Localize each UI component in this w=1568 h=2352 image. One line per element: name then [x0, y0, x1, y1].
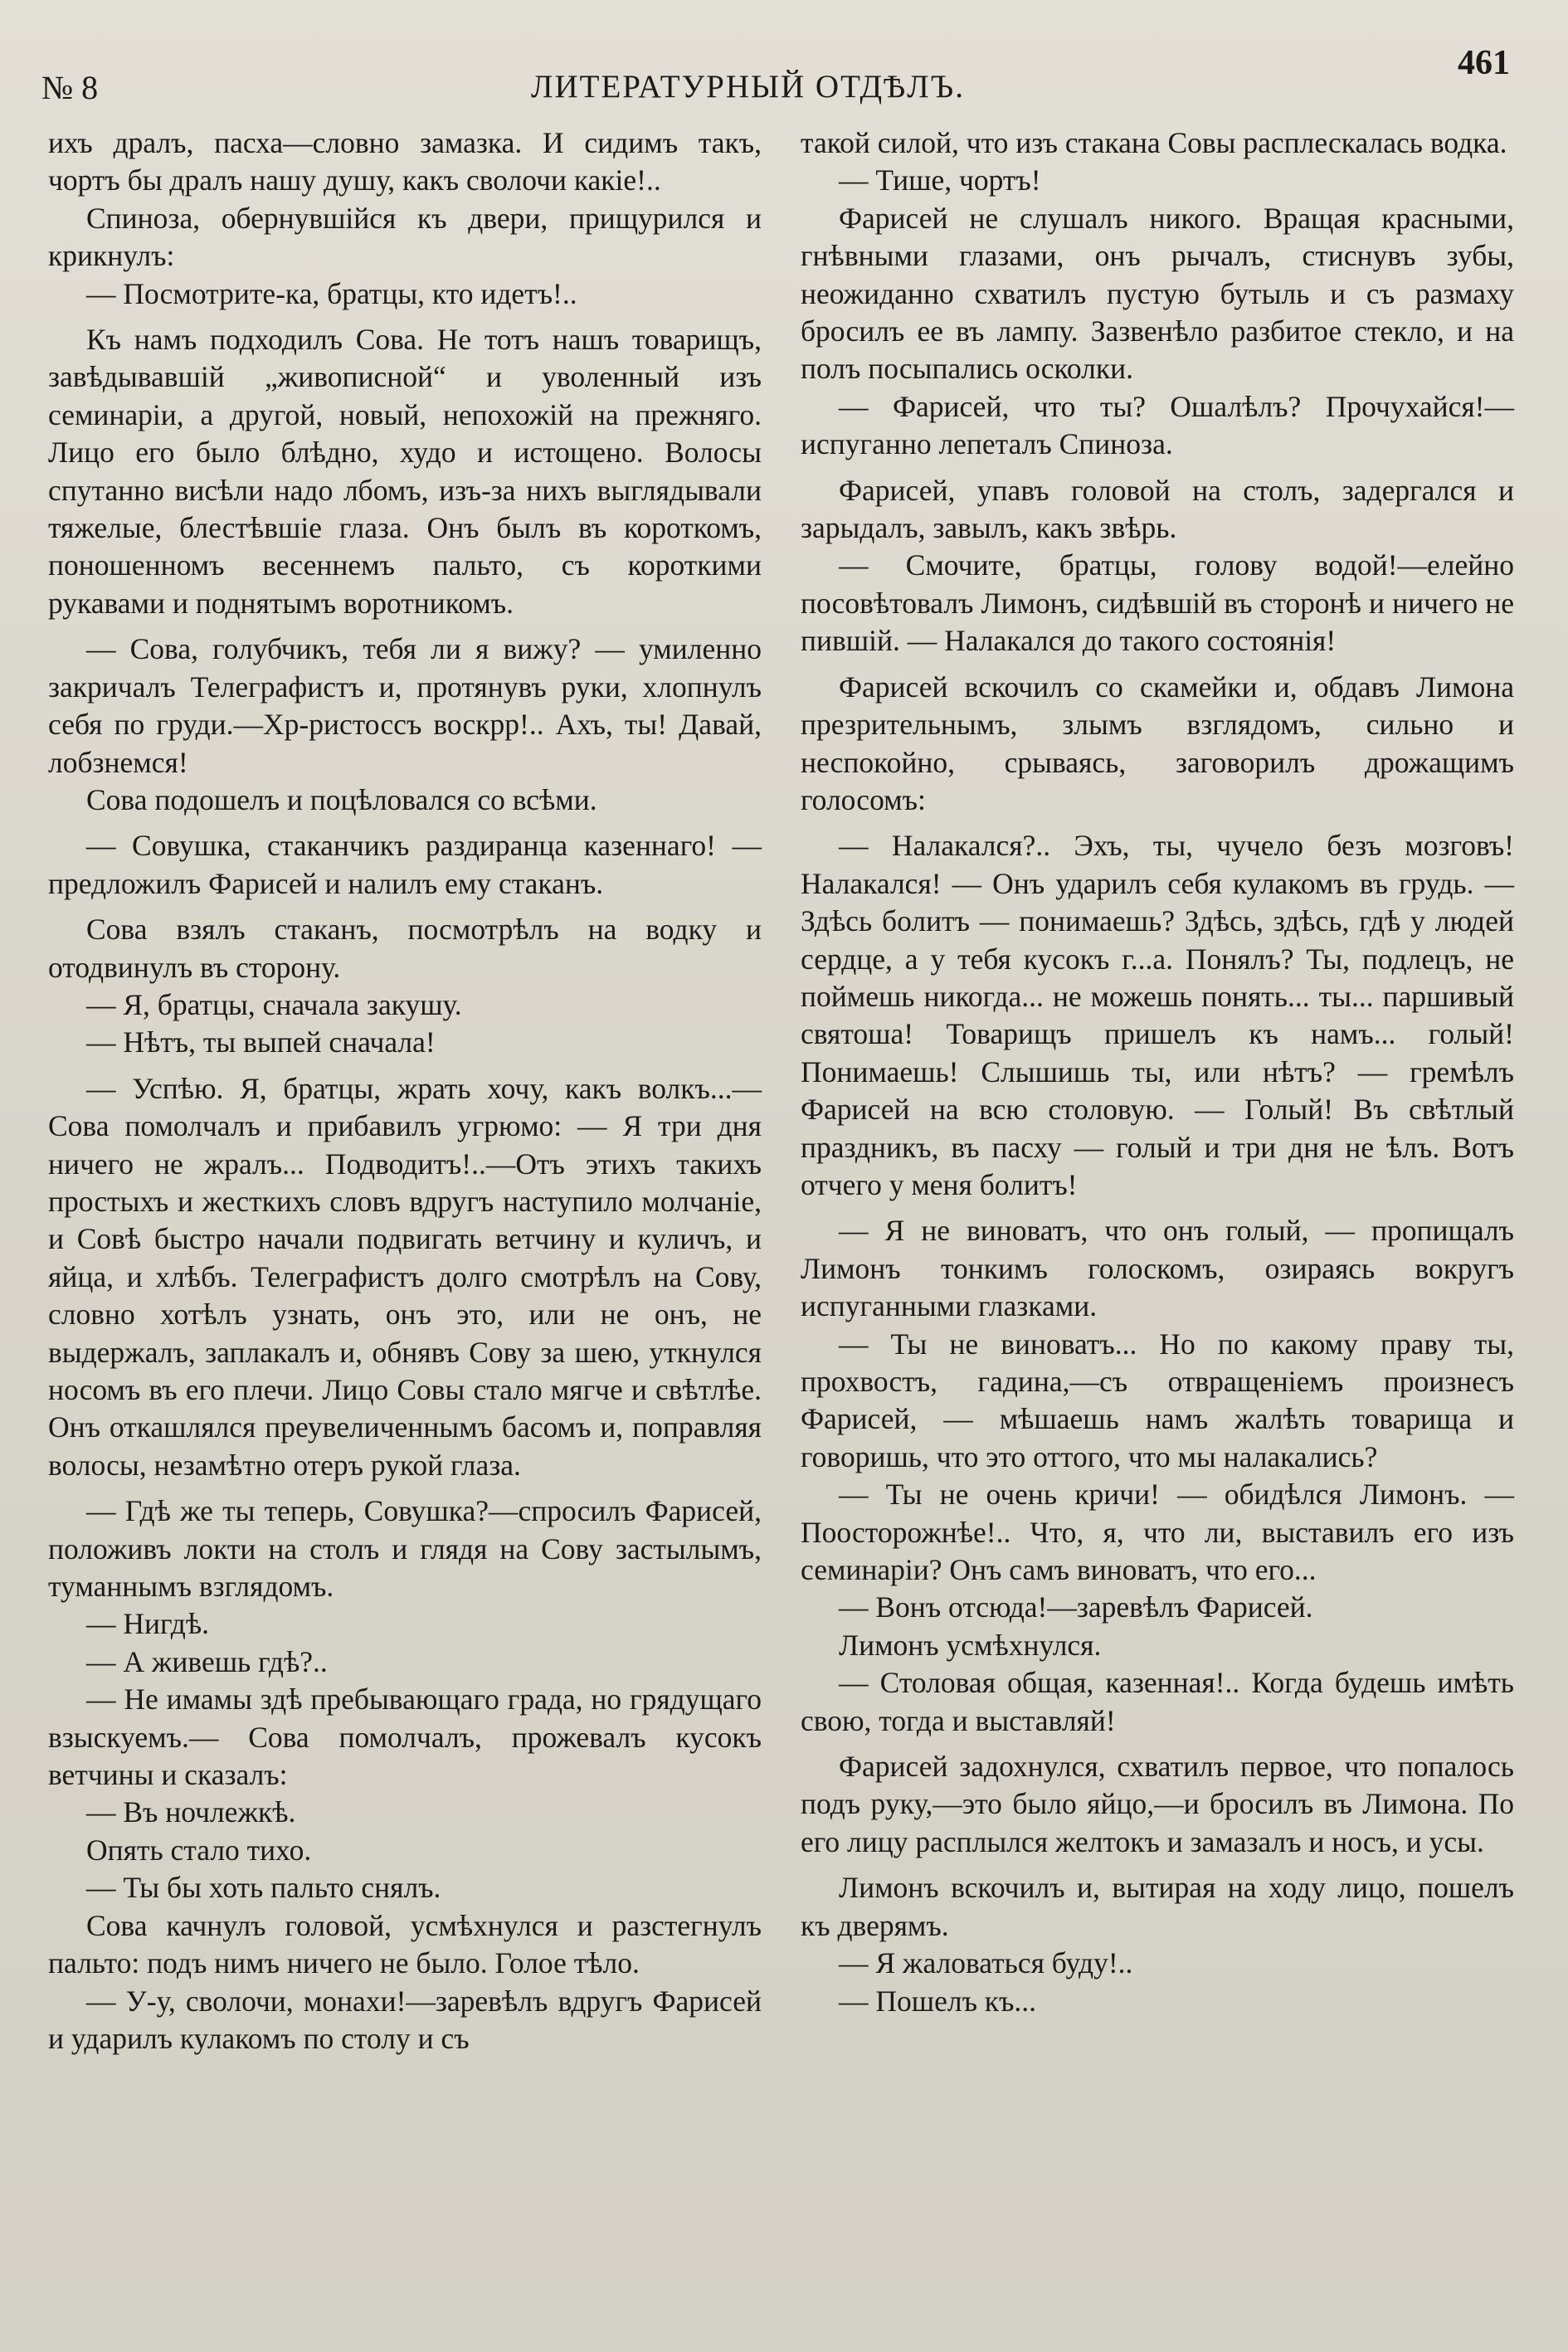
left-text-column: [48, 124, 762, 2057]
paragraph: Къ намъ подходилъ Сова. Не тотъ нашъ товарищъ, завѣдывавшій „живописной“ и уволенный изъ семинаріи, а другой, новый, непохожій на прежняго. Лицо его было блѣдно, худо и истощено. Волосы спутанно висѣли надо лбомъ, изъ-за нихъ выглядывали тяжелые, блестѣвшіе глаза. Онъ былъ въ короткомъ, поношенномъ весеннемъ пальто, съ короткими рукавами и поднятымъ воротникомъ.: [48, 323, 762, 620]
paragraph: — Совушка, стаканчикъ раздиранца казеннаго! — предложилъ Фарисей и налилъ ему стаканъ.: [48, 829, 762, 900]
paragraph: — Ты не виноватъ... Но по какому праву ты, прохвостъ, гадина,—съ отвращеніемъ произнесъ Фарисей, — мѣшаешь намъ жалѣть товарища и говоришь, что это оттого, что мы налакались?: [801, 1327, 1514, 1473]
paragraph: такой силой, что изъ стакана Совы расплескалась водка.: [801, 126, 1507, 159]
paragraph: — Успѣю. Я, братцы, жрать хочу, какъ волкъ...— Сова помолчалъ и прибавилъ угрюмо: — Я три дня ничего не жралъ... Подводитъ!..—Отъ этихъ такихъ простыхъ и жесткихъ словъ вдругъ наступило молчаніе, и Совѣ быстро начали подвигать ветчину и куличъ, и яйца, и хлѣбъ. Телеграфистъ долго смотрѣлъ на Сову, словно хотѣлъ узнать, онъ это, или не онъ, не выдержалъ, заплакалъ и, обнявъ Сову за шею, уткнулся носомъ въ его плечи. Лицо Совы стало мягче и свѣтлѣе. Онъ откашлялся преувеличеннымъ басомъ и, поправляя волосы, незамѣтно отеръ рукой глаза.: [48, 1071, 762, 1482]
right-text-column: [801, 124, 1514, 2020]
paragraph: Опять стало тихо.: [86, 1833, 312, 1867]
paragraph: — Тише, чортъ!: [839, 163, 1041, 197]
paragraph: — Ты бы хоть пальто снялъ.: [86, 1871, 441, 1905]
paragraph: — Я жаловаться буду!..: [839, 1946, 1133, 1980]
paragraph: Лимонъ усмѣхнулся.: [839, 1628, 1102, 1662]
paragraph: — Посмотрите-ка, братцы, кто идетъ!..: [86, 276, 577, 310]
paragraph: — Фарисей, что ты? Ошалѣлъ? Прочухайся!—испуганно лепеталъ Спиноза.: [801, 389, 1514, 461]
paragraph: Фарисей, упавъ головой на столъ, задергался и зарыдалъ, завылъ, какъ звѣрь.: [801, 473, 1514, 545]
paragraph: — Я, братцы, сначала закушу.: [86, 987, 462, 1021]
paragraph: — Налакался?.. Эхъ, ты, чучело безъ мозговъ! Налакался! — Онъ ударилъ себя кулакомъ въ грудь. — Здѣсь болитъ — понимаешь? Здѣсь, здѣсь, гдѣ у людей сердце, а у тебя кусокъ г...а. Понялъ? Ты, подлецъ, не поймешь никогда... не можешь понять... ты... паршивый святоша! Товарищъ пришелъ къ намъ... голый! Понимаешь! Слышишь ты, или нѣтъ? — гремѣлъ Фарисей на всю столовую. — Голый! Въ свѣтлый праздникъ, въ пасху — голый и три дня не ѣлъ. Вотъ отчего у меня болитъ!: [801, 829, 1514, 1201]
paragraph: — Нигдѣ.: [86, 1607, 210, 1641]
paragraph: — Пошелъ къ...: [839, 1984, 1037, 2018]
paragraph: — Гдѣ же ты теперь, Совушка?—спросилъ Фарисей, положивъ локти на столъ и глядя на Сову застылымъ, туманнымъ взглядомъ.: [48, 1494, 762, 1604]
paragraph: — Смочите, братцы, голову водой!—елейно посовѣтовалъ Лимонъ, сидѣвшій въ сторонѣ и ничего не пившій. — Налакался до такого состоянія!: [801, 548, 1514, 658]
paragraph: — Ты не очень кричи! — обидѣлся Лимонъ. — Поосторожнѣе!.. Что, я, что ли, выставилъ его изъ семинаріи? Онъ самъ виноватъ, что его...: [801, 1478, 1514, 1587]
paragraph: — Нѣтъ, ты выпей сначала!: [86, 1025, 436, 1059]
paragraph: ихъ дралъ, пасха—словно замазка. И сидимъ такъ, чортъ бы дралъ нашу душу, какъ сволочи какіе!..: [48, 126, 762, 197]
paragraph: — У-у, сволочи, монахи!—заревѣлъ вдругъ Фарисей и ударилъ кулакомъ по столу и съ: [48, 1984, 762, 2055]
paragraph: Лимонъ вскочилъ и, вытирая на ходу лицо, пошелъ къ дверямъ.: [801, 1871, 1514, 1942]
paragraph: Спиноза, обернувшійся къ двери, прищурился и крикнулъ:: [48, 201, 762, 273]
paragraph: Сова взялъ стаканъ, посмотрѣлъ на водку и отодвинулъ въ сторону.: [48, 913, 762, 984]
paragraph: Сова подошелъ и поцѣловался со всѣми.: [86, 782, 597, 816]
paragraph: — Вонъ отсюда!—заревѣлъ Фарисей.: [839, 1590, 1313, 1624]
page-header: [41, 33, 1510, 106]
paragraph: — Сова, голубчикъ, тебя ли я вижу? — умиленно закричалъ Телеграфистъ и, протянувъ руки, хлопнулъ себя по груди.—Хр-ристоссъ воскрр!.. Ахъ, ты! Давай, лобзнемся!: [48, 632, 762, 779]
page-number: 461: [1458, 44, 1510, 82]
paragraph: Фарисей не слушалъ никого. Вращая красными, гнѣвными глазами, онъ рычалъ, стиснувъ зубы, неожиданно схватилъ пустую бутыль и съ размаху бросилъ ее въ лампу. Зазвенѣло разбитое стекло, и на полъ посыпались осколки.: [801, 201, 1514, 386]
paragraph: — Въ ночлежкѣ.: [86, 1795, 296, 1829]
paragraph: — Я не виноватъ, что онъ голый, — пропищалъ Лимонъ тонкимъ голоскомъ, озираясь вокругъ испуганными глазками.: [801, 1214, 1514, 1323]
paragraph: — А живешь гдѣ?..: [86, 1644, 328, 1678]
section-title: ЛИТЕРАТУРНЫЙ ОТДѢЛЪ.: [531, 69, 965, 105]
paragraph: — Столовая общая, казенная!.. Когда будешь имѣть свою, тогда и выставляй!: [801, 1666, 1514, 1737]
paragraph: — Не имамы здѣ пребывающаго града, но грядущаго взыскуемъ.— Сова помолчалъ, прожевалъ кусокъ ветчины и сказалъ:: [48, 1682, 762, 1792]
paragraph: Фарисей задохнулся, схватилъ первое, что попалось подъ руку,—это было яйцо,—и бросилъ въ Лимона. По его лицу расплылся желтокъ и замазалъ и носъ, и усы.: [801, 1750, 1514, 1858]
issue-number: № 8: [41, 69, 99, 106]
paragraph: Сова качнулъ головой, усмѣхнулся и разстегнулъ пальто: подъ нимъ ничего не было. Голое тѣло.: [48, 1908, 762, 1980]
paragraph: Фарисей вскочилъ со скамейки и, обдавъ Лимона презрительнымъ, злымъ взглядомъ, сильно и неспокойно, срываясь, заговорилъ дрожащимъ голосомъ:: [801, 670, 1514, 816]
